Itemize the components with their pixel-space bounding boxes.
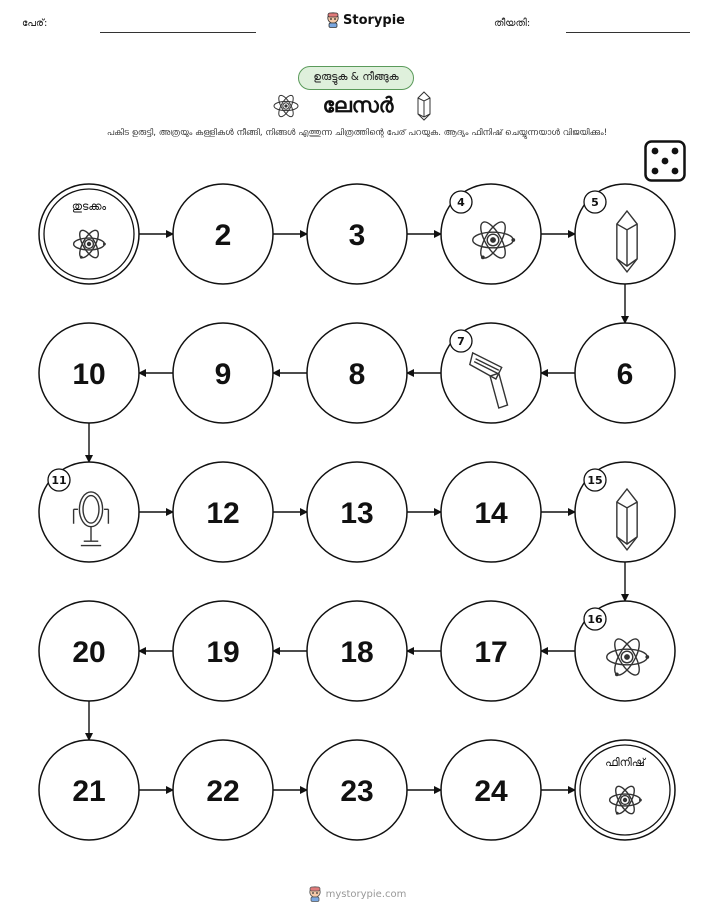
space-number: 19	[206, 636, 240, 669]
board-space-21[interactable]	[39, 740, 139, 840]
board-space-18[interactable]	[307, 601, 407, 701]
space-number: 13	[340, 497, 374, 530]
space-number: 4	[457, 196, 465, 209]
board-space-19[interactable]	[173, 601, 273, 701]
finish-label: ഫിനിഷ്	[605, 756, 645, 769]
space-number-badge	[450, 191, 472, 213]
instructions: പകിട ഉരുട്ടി, അത്രയും കള്ളികൾ നീങ്ങി, നിങ്ങൾ എത്തുന്ന ചിത്രത്തിന്റെ പേര് പറയുക. ആദ്യം ഫിനിഷ് ചെയ്യുന്നയാൾ വിജയിക്കും!	[106, 128, 608, 138]
brand-name: Storypie	[343, 12, 405, 28]
space-number: 15	[587, 474, 603, 487]
board-space-24[interactable]	[441, 740, 541, 840]
start-label: തുടക്കം	[71, 200, 107, 213]
space-number: 17	[474, 636, 508, 669]
board-space-17[interactable]	[441, 601, 541, 701]
space-number: 8	[348, 358, 366, 391]
activity-badge: ഉരുട്ടുക & നീങ്ങുക	[298, 66, 414, 90]
space-number-badge	[48, 469, 70, 491]
board-space-14[interactable]	[441, 462, 541, 562]
space-number-badge	[584, 608, 606, 630]
board-space-9[interactable]	[173, 323, 273, 423]
board-space-12[interactable]	[173, 462, 273, 562]
space-number-badge	[584, 469, 606, 491]
footer-url[interactable]: mystorypie.com	[325, 888, 407, 900]
board-space-2[interactable]	[173, 184, 273, 284]
space-number: 3	[348, 219, 366, 252]
page-title: ലേസർ	[322, 93, 394, 117]
board-space-25[interactable]	[575, 740, 675, 840]
board-space-8[interactable]	[307, 323, 407, 423]
footer	[0, 886, 714, 902]
storypie-mascot-icon	[308, 886, 322, 902]
board-space-15[interactable]	[575, 462, 675, 562]
space-number: 20	[72, 636, 106, 669]
space-number: 6	[616, 358, 634, 391]
space-number: 16	[587, 613, 603, 626]
space-number: 11	[51, 474, 67, 487]
space-number: 18	[340, 636, 374, 669]
date-label: തീയതി:	[494, 18, 531, 29]
board-space-4[interactable]	[441, 184, 541, 284]
board-space-22[interactable]	[173, 740, 273, 840]
board-space-13[interactable]	[307, 462, 407, 562]
space-number: 7	[457, 335, 465, 348]
board-space-20[interactable]	[39, 601, 139, 701]
space-number: 10	[72, 358, 106, 391]
space-number: 23	[340, 775, 374, 808]
space-number: 24	[474, 775, 508, 808]
board-space-11[interactable]	[39, 462, 139, 562]
space-number-badge	[584, 191, 606, 213]
space-number: 9	[214, 358, 232, 391]
board-space-10[interactable]	[39, 323, 139, 423]
board-space-7[interactable]	[441, 323, 541, 423]
board-space-5[interactable]	[575, 184, 675, 284]
board-space-16[interactable]	[575, 601, 675, 701]
space-number: 21	[72, 775, 106, 808]
board-space-1[interactable]	[39, 184, 139, 284]
board-space-6[interactable]	[575, 323, 675, 423]
space-number: 12	[206, 497, 240, 530]
name-label: പേര്:	[22, 18, 48, 29]
board-space-3[interactable]	[307, 184, 407, 284]
space-number-badge	[450, 330, 472, 352]
board-space-23[interactable]	[307, 740, 407, 840]
space-number: 22	[206, 775, 240, 808]
space-number: 14	[474, 497, 508, 530]
space-number: 5	[591, 196, 599, 209]
space-number: 2	[214, 219, 232, 252]
